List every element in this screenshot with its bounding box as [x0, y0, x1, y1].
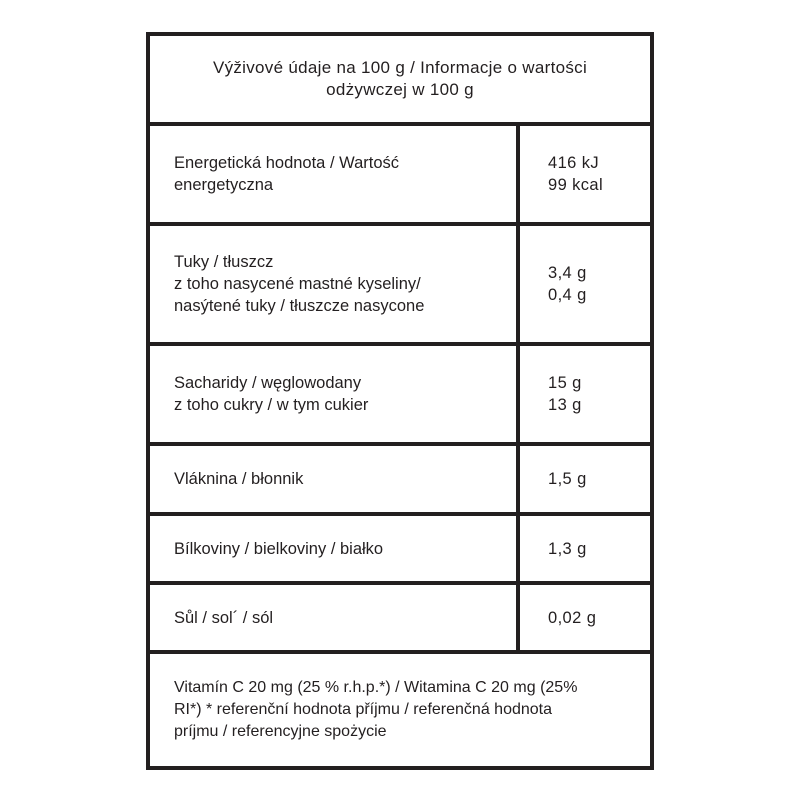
footnote-line: Vitamín C 20 mg (25 % r.h.p.*) / Witamina C 20 mg (25% [174, 679, 578, 696]
row-fibre-value [520, 446, 650, 512]
footnote-line: príjmu / referencyjne spożycie [174, 723, 387, 740]
row-protein-name-line: Bílkoviny / bielkoviny / białko [174, 539, 384, 558]
nutrition-header [150, 36, 650, 126]
row-protein-value-line: 1,3 g [548, 539, 587, 558]
row-fat-value [520, 226, 650, 342]
row-carbohydrates-value-line: 13 g [548, 396, 582, 414]
row-energy-value-line: 416 kJ [548, 154, 600, 172]
row-protein [150, 516, 650, 585]
row-salt-value-line: 0,02 g [548, 608, 597, 627]
row-fibre [150, 446, 650, 516]
row-energy-value [520, 126, 650, 222]
row-carbohydrates-value-line: 15 g [548, 374, 582, 392]
row-salt-value [520, 585, 650, 650]
row-protein-value [520, 516, 650, 581]
nutrition-footnote [150, 654, 650, 766]
row-fibre-value-line: 1,5 g [548, 470, 587, 488]
footnote-line: RI*) * referenční hodnota příjmu / referenčná hodnota [174, 701, 552, 718]
row-energy-value-line: 99 kcal [548, 176, 604, 194]
row-carbohydrates-name-line: z toho cukry / w tym cukier [174, 396, 369, 414]
row-protein-name [150, 516, 520, 581]
row-fat [150, 226, 650, 346]
header-line-1: Výživové údaje na 100 g / Informacje o wartości [212, 58, 588, 77]
row-carbohydrates-name-line: Sacharidy / węglowodany [174, 374, 362, 392]
row-carbohydrates [150, 346, 650, 446]
row-carbohydrates-name [150, 346, 520, 442]
row-carbohydrates-value [520, 346, 650, 442]
row-energy-name-line: Energetická hodnota / Wartość [174, 154, 400, 172]
row-energy-name-line: energetyczna [174, 176, 274, 194]
row-salt [150, 585, 650, 654]
row-energy [150, 126, 650, 226]
row-fat-value-line: 0,4 g [548, 286, 587, 304]
row-fat-name-line: z toho nasycené mastné kyseliny/ [174, 275, 421, 293]
row-fat-name-line: nasýtené tuky / tłuszcze nasycone [174, 297, 425, 315]
row-fat-name [150, 226, 520, 342]
row-fat-name-line: Tuky / tłuszcz [174, 253, 274, 271]
row-energy-name [150, 126, 520, 222]
row-fibre-name [150, 446, 520, 512]
row-salt-name-line: Sůl / sol´ / sól [174, 608, 274, 627]
row-fat-value-line: 3,4 g [548, 264, 587, 282]
header-line-2: odżywczej w 100 g [326, 80, 474, 99]
nutrition-label [146, 32, 654, 770]
row-salt-name [150, 585, 520, 650]
row-fibre-name-line: Vláknina / błonnik [174, 470, 304, 488]
